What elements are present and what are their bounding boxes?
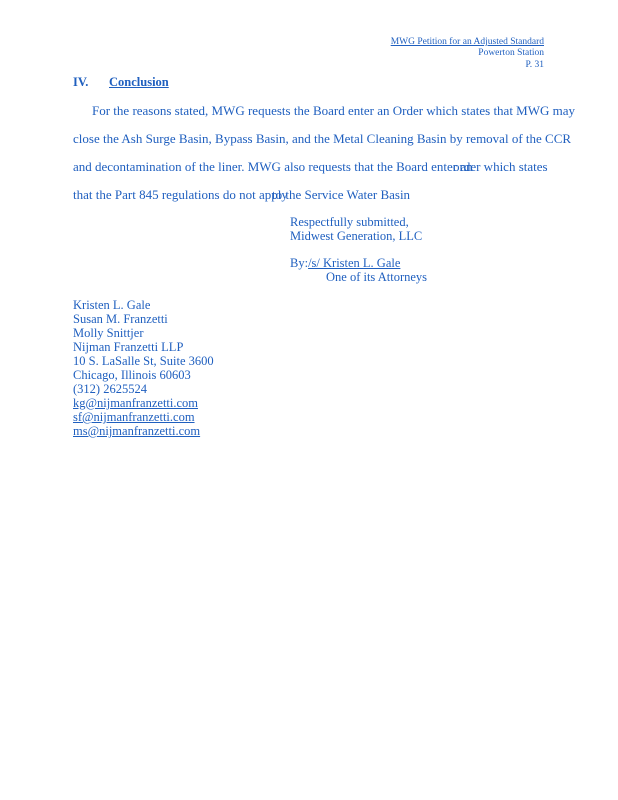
section-title: Conclusion bbox=[109, 75, 169, 89]
law-firm-name: Nijman Franzetti LLP bbox=[73, 340, 184, 354]
email-link[interactable]: sf@nijmanfranzetti.com bbox=[73, 410, 195, 424]
header-station-name: Powerton Station bbox=[478, 48, 544, 58]
street-address: 10 S. LaSalle St, Suite 3600 bbox=[73, 354, 214, 368]
by-prefix: By: bbox=[290, 256, 309, 270]
paragraph-line-3: and decontamination of the liner. MWG also requests that the Board enter an bbox=[73, 159, 473, 174]
electronic-signature: /s/ Kristen L. Gale bbox=[308, 256, 401, 270]
email-link[interactable]: ms@nijmanfranzetti.com bbox=[73, 424, 201, 438]
city-state-zip: Chicago, Illinois 60603 bbox=[73, 368, 191, 382]
closing-line: Respectfully submitted, bbox=[290, 215, 409, 229]
counsel-name: Molly Snittjer bbox=[73, 326, 144, 340]
paragraph-line-4: that the Part 845 regulations do not apply bbox=[73, 187, 288, 202]
paragraph-line-4-overlap: to the Service Water Basin bbox=[272, 187, 411, 202]
paragraph-line-3-overlap: order which states bbox=[453, 159, 548, 174]
counsel-name: Susan M. Franzetti bbox=[73, 312, 168, 326]
header-page-number: P. 31 bbox=[525, 60, 544, 70]
attorney-role: One of its Attorneys bbox=[326, 270, 428, 284]
section-number: IV. bbox=[73, 75, 89, 89]
header-petition-title: MWG Petition for an Adjusted Standard bbox=[390, 37, 544, 47]
signature-line bbox=[290, 256, 426, 270]
paragraph-line-2: close the Ash Surge Basin, Bypass Basin, and the Metal Cleaning Basin by removal of the CCR bbox=[73, 131, 572, 146]
counsel-contact-block bbox=[73, 298, 214, 438]
email-link[interactable]: kg@nijmanfranzetti.com bbox=[73, 396, 199, 410]
phone-number: (312) 2625524 bbox=[73, 382, 147, 396]
paragraph-line-1: For the reasons stated, MWG requests the Board enter an Order which states that MWG may bbox=[92, 103, 576, 118]
counsel-name: Kristen L. Gale bbox=[73, 298, 151, 312]
company-name: Midwest Generation, LLC bbox=[290, 229, 423, 243]
